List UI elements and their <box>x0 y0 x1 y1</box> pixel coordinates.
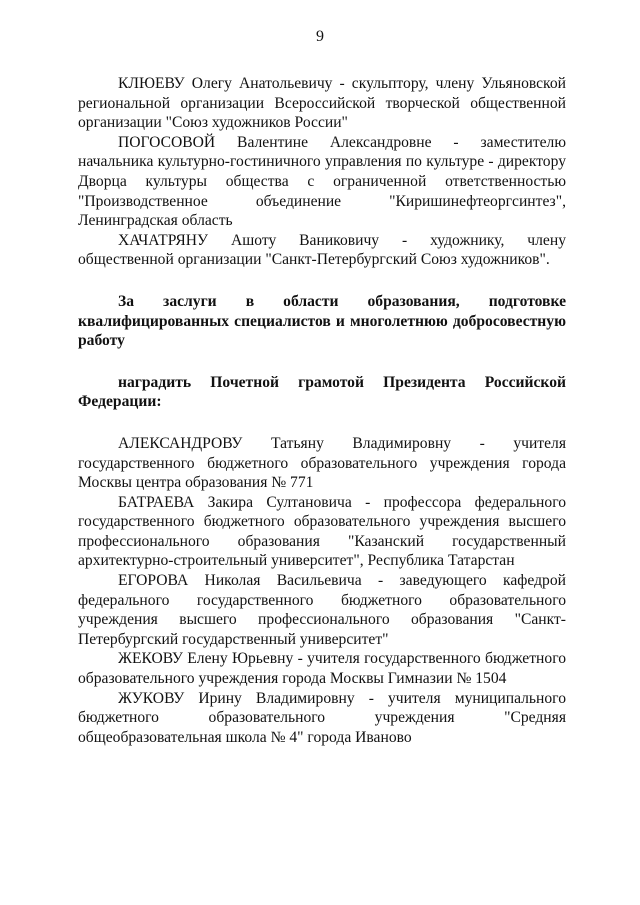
awardee-entry: ПОГОСОВОЙ Валентине Александровне - заместителю начальника культурно-гостиничного управления по культуре - директору Дворца культуры общества с ограниченной ответственностью "Производственное объединение "Киришинефтеоргсинтез", Ленинградская область <box>78 133 566 230</box>
awardee-entry: ХАЧАТРЯНУ Ашоту Ваниковичу - художнику, члену общественной организации "Санкт-Петербургский Союз художников". <box>78 231 566 269</box>
awardee-entry: ЖУКОВУ Ирину Владимировну - учителя муниципального бюджетного образовательного учреждения "Средняя общеобразовательная школа № 4" города Иваново <box>78 689 566 746</box>
award-heading: наградить Почетной грамотой Президента Российской Федерации: <box>78 373 566 411</box>
page-number: 9 <box>316 28 324 45</box>
document-body <box>78 74 566 747</box>
awardee-entry: ЖЕКОВУ Елену Юрьевну - учителя государственного бюджетного образовательного учреждения города Москвы Гимназии № 1504 <box>78 650 566 688</box>
awardee-entry: АЛЕКСАНДРОВУ Татьяну Владимировну - учителя государственного бюджетного образовательного учреждения города Москвы центра образования № 771 <box>78 434 566 492</box>
awardee-entry: КЛЮЕВУ Олегу Анатольевичу - скульптору, члену Ульяновской региональной организации Всероссийской творческой общественной организации "Союз художников России" <box>78 75 566 132</box>
awardee-entry: ЕГОРОВА Николая Васильевича - заведующего кафедрой федерального государственного бюджетного образовательного учреждения высшего профессионального образования "Санкт-Петербургский государственный университет" <box>78 572 566 648</box>
awardee-entry: БАТРАЕВА Закира Султановича - профессора федерального государственного бюджетного образовательного учреждения высшего профессионального образования "Казанский государственный архитектурно-строительный университет", Республика Татарстан <box>78 493 566 570</box>
merit-heading: За заслуги в области образования, подготовке квалифицированных специалистов и многолетнюю добросовестную работу <box>78 292 566 350</box>
